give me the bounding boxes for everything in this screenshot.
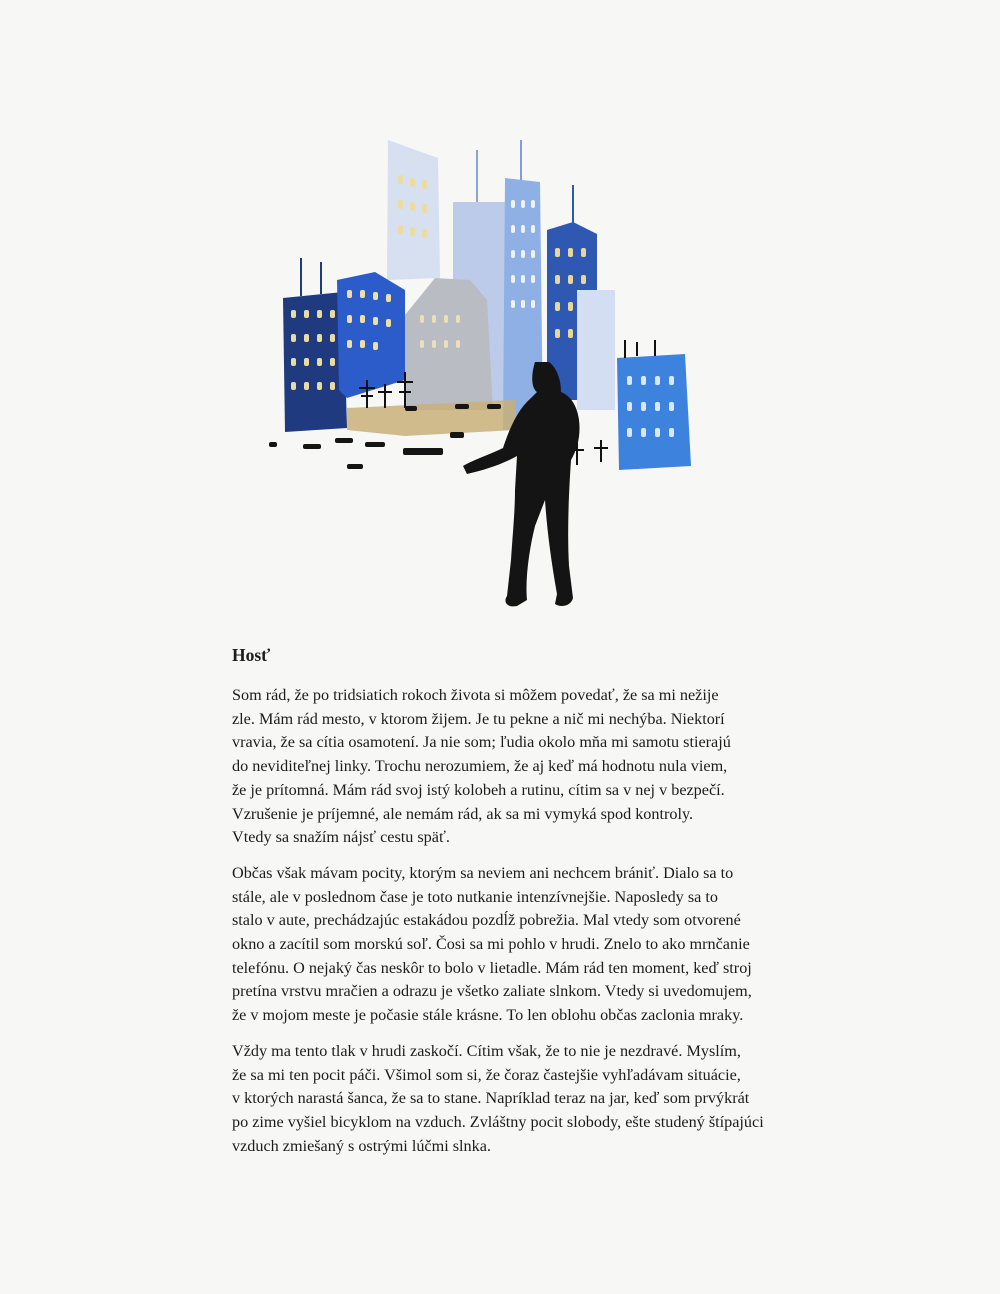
text-line: stalo v aute, prechádzajúc estakádou pozdĺž pobrežia. Mal vtedy som otvorené: [232, 911, 741, 930]
tower-royal-blue: [337, 272, 405, 398]
text-line: že v mojom meste je počasie stále krásne. To len oblohu občas zaclonia mraky.: [232, 1006, 744, 1025]
building-grey: [405, 278, 493, 410]
text-line: do neviditeľnej linky. Trochu nerozumiem, že aj keď má hodnotu nula viem,: [232, 757, 728, 776]
text-line: Vzrušenie je príjemné, ale nemám rád, ak sa mi vymyká spod kontroly.: [232, 804, 694, 823]
text-line: Som rád, že po tridsiatich rokoch života si môžem povedať, že sa mi nežije: [232, 686, 719, 704]
text-line: Vždy ma tento tlak v hrudi zaskočí. Cítim však, že to nie je nezdravé. Myslím,: [232, 1041, 741, 1060]
text-line: Vtedy sa snažím nájsť cestu späť.: [232, 828, 450, 847]
text-line: vravia, že sa cítia osamotení. Ja nie som; ľudia okolo mňa mi samotu stierajú: [232, 733, 731, 752]
text-line: vzduch zmiešaný s ostrými lúčmi slnka.: [232, 1136, 491, 1155]
text-line: okno a zacítil som morskú soľ. Čosi sa mi pohlo v hrudi. Znelo to ako mrnčanie: [232, 935, 750, 954]
tower-pale-right: [577, 290, 615, 410]
text-line: zle. Mám rád mesto, v ktorom žijem. Je tu pekne a nič mi nechýba. Niektorí: [232, 709, 725, 728]
tower-pale: [387, 140, 440, 280]
text-line: že sa mi ten pocit páči. Všimol som si, že čoraz častejšie vyhľadávam situácie,: [232, 1065, 741, 1084]
text-line: v ktorých narastá šanca, že sa to stane. Napríklad teraz na jar, keď som prvýkrát: [232, 1089, 750, 1108]
paragraph-3: [232, 1040, 832, 1159]
paragraph-2: [232, 862, 832, 1028]
tower-bright-right: [617, 340, 691, 470]
paragraph-1: [232, 684, 832, 850]
text-line: stále, ale v poslednom čase je toto nutkanie intenzívnejšie. Naposledy sa to: [232, 887, 718, 906]
article-title: Hosť: [232, 645, 271, 665]
city-skyline-illustration: [255, 130, 715, 620]
article: [232, 644, 832, 1170]
text-line: že je prítomná. Mám rád svoj istý kolobeh a rutinu, cítim sa v nej v bezpečí.: [232, 780, 725, 799]
text-line: Občas však mávam pocity, ktorým sa neviem ani nechcem brániť. Dialo sa to: [232, 863, 734, 882]
text-line: pretína vrstvu mračien a odrazu je všetko zaliate slnkom. Vtedy si uvedomujem,: [232, 982, 752, 1001]
text-line: telefónu. O nejaký čas neskôr to bolo v lietadle. Mám rád ten moment, keď stroj: [232, 958, 752, 977]
text-line: po zime vyšiel bicyklom na vzduch. Zvláštny pocit slobody, ešte studený štípajúci: [232, 1112, 764, 1131]
